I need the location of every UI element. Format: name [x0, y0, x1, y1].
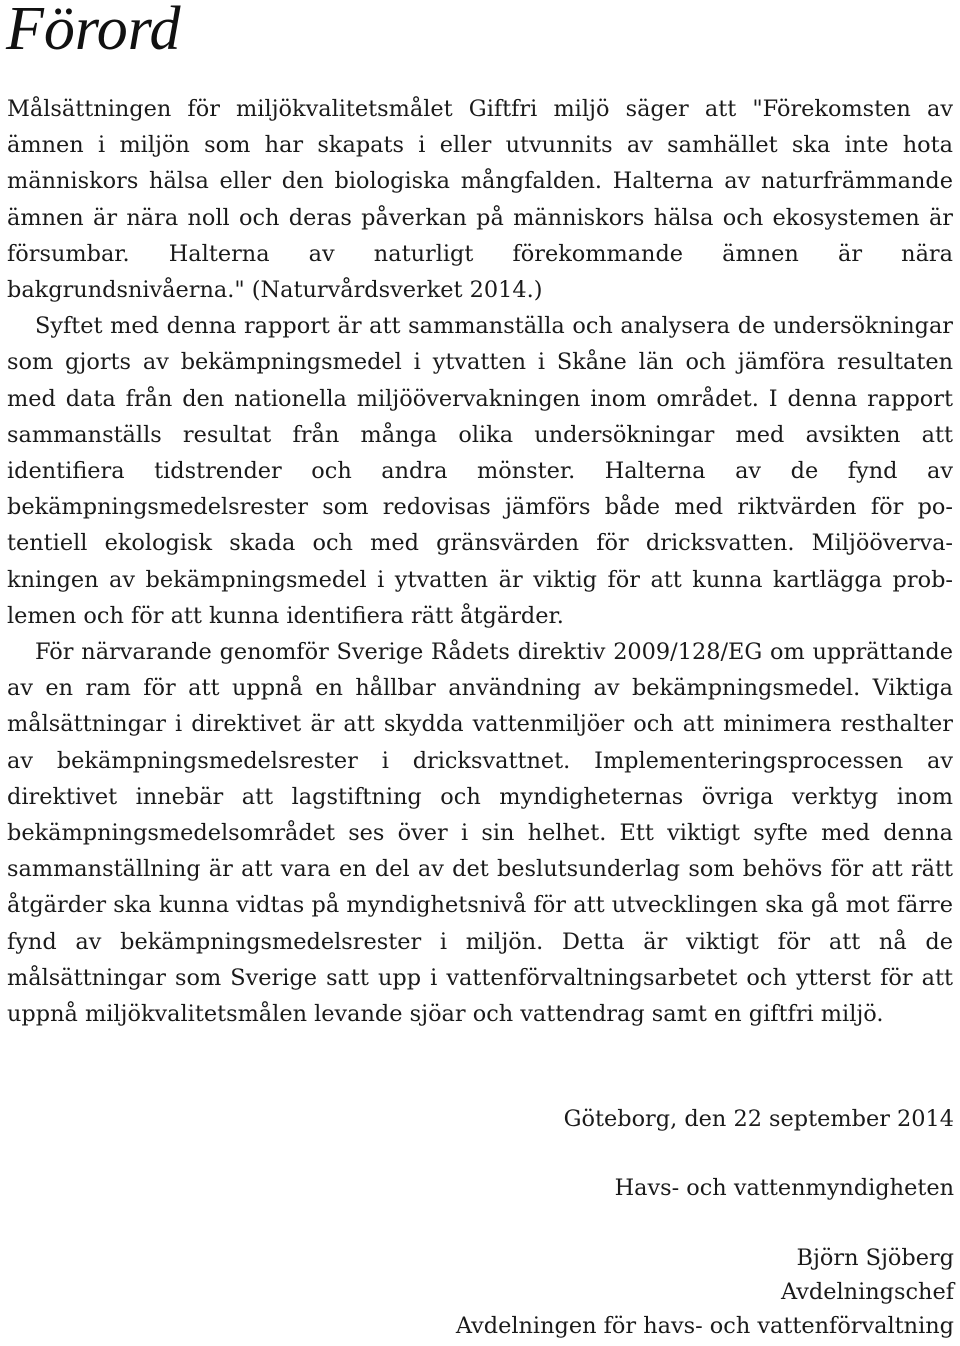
- paragraph-directive: För närvarande genomför Sverige Rådets direktiv 2009/128/EG om upprättande av en ram för att uppnå en hållbar användning av bekämpningsmedel. Viktiga målsättningar i direktivet är att skydda vattenmiljöer och att minimera resthalter av bekämpningsmedelsrester i dricksvattnet. Implementeringsprocessen av direktivet innebär att lagstiftning och myndigheternas övriga verktyg inom bekämpningsmedelsområdet ses över i sin helhet. Ett viktigt syfte med denna sammanställning är att vara en del av det beslutsunderlag som behövs för att rätt åtgärder ska kunna vidtas på myndighetsnivå för att utvecklingen ska gå mot färre fynd av bekämpningsmedelsrester i miljön. Detta är viktigt för att nå de målsättningar som Sverige satt upp i vattenförvaltningsarbetet och ytterst för att uppnå miljökvalitetsmålen levande sjöar och vattendrag samt en giftfri miljö.: [7, 639, 953, 1028]
- signature-block: [456, 1241, 954, 1343]
- signature-name: Björn Sjöberg: [796, 1245, 954, 1271]
- signature-place-date: Göteborg, den 22 september 2014: [563, 1106, 954, 1132]
- signature-organization: Havs- och vattenmyndigheten: [614, 1175, 954, 1201]
- signature-department: Avdelningen för havs- och vattenförvaltning: [455, 1313, 954, 1339]
- page-title: Förord: [6, 0, 181, 63]
- paragraph-purpose: Syftet med denna rapport är att sammanställa och analysera de undersökningar som gjorts av bekämpningsmedel i ytvatten i Skåne län och jämföra resultaten med data från den nationella miljöövervakningen inom området. I denna rapport sammanställs resultat från många olika undersökningar med avsikten att identifiera tidstrender och andra mönster. Halterna av de fynd av bekämpningsmedelsrester som redovisas jämförs både med riktvärden för potentiell ekologisk skada och med gränsvärden för dricksvatten. Miljöövervakningen av bekämpningsmedel i ytvatten är viktig för att kunna kartlägga problemen och för att kunna identifiera rätt åtgärder.: [7, 313, 953, 629]
- foreword-body: [7, 91, 953, 1032]
- paragraph-quote: Målsättningen för miljökvalitetsmålet Giftfri miljö säger att "Förekomsten av ämnen i miljön som har skapats i eller utvunnits av samhället ska inte hota människors hälsa eller den biologiska mångfalden. Halterna av naturfrämmande ämnen är nära noll och deras påverkan på människors hälsa och ekosystemen är försumbar. Halterna av naturligt förekommande ämnen är nära bakgrundsnivåerna." (Naturvårdsverket 2014.): [7, 96, 953, 304]
- signature-role: Avdelningschef: [781, 1279, 954, 1305]
